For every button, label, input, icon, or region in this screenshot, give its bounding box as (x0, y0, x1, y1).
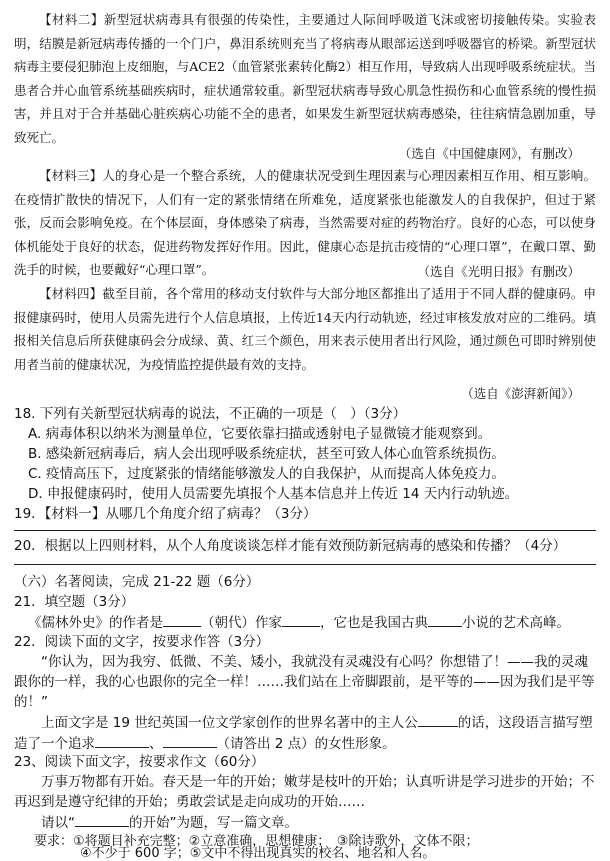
material-2-text: 新型冠状病毒具有很强的传染性，主要通过人际间呼吸道飞沫或密切接触传染。实验表明，结膜是新冠病毒传播的一个门户，鼻泪系统则充当了将病毒从眼部运送到呼吸器官的桥梁。新型冠状病毒主要侵犯肺泡上皮细胞，与ACE2（血管紧张素转化酶2）相互作用，导致病人出现呼吸系统症状。当患者合并心血管系统基础疾病时，症状通常较重。新型冠状病毒导致心肌急性损伤和心血管系统的慢性损害，并且对于合并基础心脏疾病心功能不全的患者，如果发生新型冠状病毒感染，往往病情急剧加重，导致死亡。 (14, 12, 596, 145)
question-23-requirements-2: ④不少于 600 字；⑤文中不得出现真实的校名、地名和人名。 (80, 846, 436, 861)
q21-part-4: 小说的艺术高峰。 (462, 615, 570, 631)
question-21-fill (28, 612, 598, 633)
question-22: 22．阅读下面的文字，按要求作答（3分） (14, 634, 270, 650)
material-3-text: 人的身心是一个整合系统，人的健康状况受到生理因素与心理因素相互作用、相互影响。在疫情扩散快的情况下，人们有一定的紧张情绪在所难免，适度紧张也能激发人的自我保护，但过于紧张，反而会影响免疫。在个体层面，身体感染了病毒，当然需要对症的药物治疗。良好的心态，可以使身体机能处于良好的状态，促进药物发挥好作用。因此，健康心态是抗击疫情的“心理口罩”，在戴口罩、勤洗手的时候，也要戴好“心理口罩”。 (14, 168, 596, 277)
question-23-requirements-1: 要求：①将题目补充完整；②立意准确，思想健康； ③除诗歌外，文体不限； (34, 834, 479, 849)
question-23: 23、阅读下面文字，按要求作文（60分） (14, 754, 265, 770)
question-22-text (14, 712, 598, 754)
q21-blank-genre[interactable] (428, 612, 462, 627)
material-4-text: 截至目前，各个常用的移动支付软件与大部分地区都推出了适用于不同人群的健康码。申报健康码时，使用人员需先进行个人信息填报，上传近14天内行动轨迹，经过审核发放对应的二维码。填报相关信息后所获健康码会分成绿、黄、红三个颜色，用来表示使用者出行风险，通过颜色可即时辨别使用者当前的健康状况，为疫情监控提供最有效的支持。 (14, 286, 596, 372)
question-22-quote: “你认为，因为我穷、低微、不美、矮小，我就没有灵魂没有心吗？你想错了！——我的灵魂跟你的一样，我的心也跟你的完全一样！……我们站在上帝脚跟前，是平等的——因为我们是平等的！” (14, 654, 595, 710)
q22-text-2: 的话，这段语言描写塑造了一个追求 (14, 715, 593, 752)
question-18-option-c: C. 疫情高压下，过度紧张的情绪能够激发人的自我保护，从而提高人体免疫力。 (28, 466, 506, 482)
material-2-label: 【材料二】 (39, 12, 104, 27)
question-18: 18. 下列有关新型冠状病毒的说法，不正确的一项是（ ）（3分） (14, 406, 407, 422)
question-20: 20．根据以上四则材料，从个人角度谈谈怎样才能有效预防新冠病毒的感染和传播？（4分） (14, 538, 567, 554)
q22-text-1: 上面文字是 19 世纪英国一位文学家创作的世界名著中的主人公 (41, 715, 418, 731)
material-3-source: （选自《光明日报》有删改） (417, 264, 580, 279)
question-23-text: 万事万物都有开始。春天是一年的开始；嫩芽是枝叶的开始；认真听讲是学习进步的开始；不再迟到是遵守纪律的开始；勇敢尝试是走向成功的开始…… (14, 774, 595, 810)
answer-line-20[interactable] (14, 564, 596, 565)
q21-part-2: （朝代）作家 (201, 615, 282, 631)
q23-prompt-1: 请以“ (41, 815, 75, 831)
question-21: 21．填空题（3分） (14, 594, 135, 610)
q22-blank-pursuit-1[interactable] (95, 733, 149, 748)
q23-prompt-2: 的开始”为题，写一篇文章。 (129, 815, 298, 831)
q21-part-1: 《儒林外史》的作者是 (28, 615, 163, 631)
q21-blank-dynasty[interactable] (163, 612, 201, 627)
q22-text-3: 、 (149, 736, 163, 752)
q22-blank-pursuit-2[interactable] (163, 733, 217, 748)
q22-text-4: （请答出 2 点）的女性形象。 (216, 736, 396, 752)
q21-blank-author[interactable] (282, 612, 320, 627)
question-23-prompt (14, 812, 598, 833)
answer-line-19[interactable] (14, 530, 596, 531)
question-18-option-a: A. 病毒体积以纳米为测量单位，它要依靠扫描或透射电子显微镜才能观察到。 (28, 426, 492, 442)
question-18-option-b: B. 感染新冠病毒后，病人会出现呼吸系统症状，甚至可致人体心血管系统损伤。 (28, 446, 505, 462)
material-4-label: 【材料四】 (39, 286, 103, 301)
material-4-source: （选自《澎湃新闻》） (461, 386, 580, 401)
question-18-option-d: D. 申报健康码时，使用人员需要先填报个人基本信息并上传近 14 天内行动轨迹。 (28, 486, 519, 502)
q23-blank-title[interactable] (75, 812, 129, 827)
q21-part-3: ，它也是我国古典 (320, 615, 428, 631)
material-3-label: 【材料三】 (39, 168, 103, 183)
material-2-source: （选自《中国健康网》，有删改） (398, 146, 580, 161)
section-6-title: （六）名著阅读，完成 21-22 题（6分） (14, 574, 260, 590)
q22-blank-protagonist[interactable] (418, 712, 458, 727)
material-4 (14, 282, 596, 376)
material-2 (14, 8, 596, 149)
question-19: 19．【材料一】从哪几个角度介绍了病毒？（3分） (14, 506, 317, 522)
